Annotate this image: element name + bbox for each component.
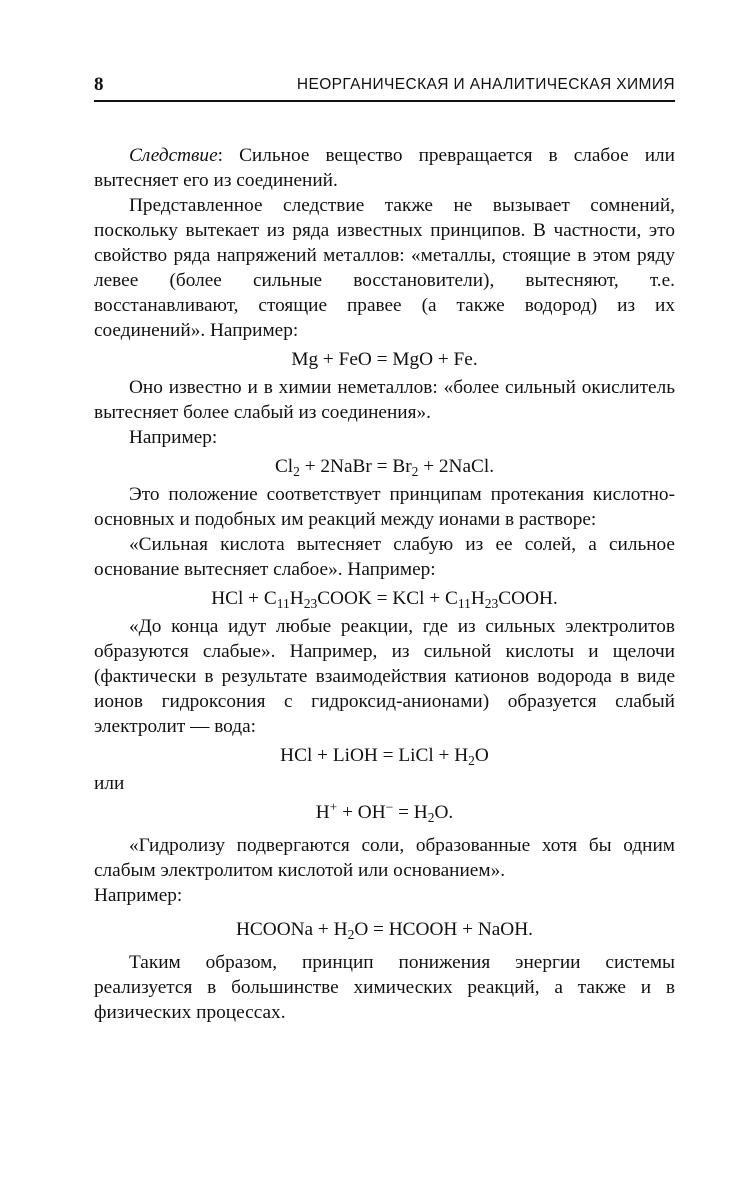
running-title: НЕОРГАНИЧЕСКАЯ И АНАЛИТИЧЕСКАЯ ХИМИЯ <box>296 76 675 93</box>
paragraph-acid-base: Это положение соответствует принципам протекания кислотно-основных и подобных им реакций между ионами в растворе: <box>94 484 675 530</box>
paragraph-hydrolysis: «Гидролизу подвергаются соли, образованные хотя бы одним слабым электролитом кислотой или основанием». <box>94 835 675 881</box>
paragraph-example-1: Например: <box>129 427 218 448</box>
paragraph-strong-acid: «Сильная кислота вытесняет слабую из ее солей, а сильное основание вытесняет слабое». Например: <box>94 534 675 580</box>
formula-h-oh: $H^+ + OH^- = H_2O$. <box>315 799 454 826</box>
page-number: 8 <box>94 74 104 95</box>
formula-hcl-cook: HCl + $C_{11}H_{23}COOK$ = KCl + $C_{11}H_{23}COOH$. <box>211 588 558 612</box>
paragraph-metals: Представленное следствие также не вызывает сомнений, поскольку вытекает из ряда известных принципов. В частности, это свойство ряда напряжений металлов: «металлы, стоящие в этом ряду левее (более сильные восстановители), вытесняют, т.е. восстанавливают, стоящие правее (а также водород) из их соединений». Например: <box>94 195 675 341</box>
page-header <box>94 74 675 102</box>
formula-cl2-nabr: $Cl_2$ + 2NaBr = $Br_2$ + 2NaCl. <box>274 456 495 480</box>
formula-mg-feo: Mg + FeO = MgO + Fe. <box>291 349 478 370</box>
paragraph-nonmetals: Оно известно и в химии неметаллов: «более сильный окислитель вытесняет более слабый из соединения». <box>94 377 675 423</box>
consequence-text: : Сильное вещество превращается в слабое или вытесняет его из соединений. <box>94 145 675 191</box>
paragraph-consequence <box>94 143 675 193</box>
paragraph-example-2: Например: <box>94 885 183 906</box>
paragraph-electrolytes: «До конца идут любые реакции, где из сильных электролитов образуются слабые». Например, из сильной кислоты и щелочи (фактически в результате взаимодействия катионов водорода в виде ионов гидроксония с гидроксид-анионами) образуется слабый электролит — вода: <box>94 616 675 737</box>
page-body <box>94 143 675 1025</box>
consequence-label: Следствие <box>129 145 218 166</box>
formula-hcoona: HCOONa + $H_2O$ = HCOOH + NaOH. <box>236 919 533 943</box>
formula-hcl-lioh: HCl + LiOH = LiCl + $H_2O$ <box>280 745 489 769</box>
paragraph-conclusion: Таким образом, принцип понижения энергии системы реализуется в большинстве химических реакций, а также и в физических процессах. <box>94 952 675 1023</box>
word-or: или <box>94 773 125 794</box>
